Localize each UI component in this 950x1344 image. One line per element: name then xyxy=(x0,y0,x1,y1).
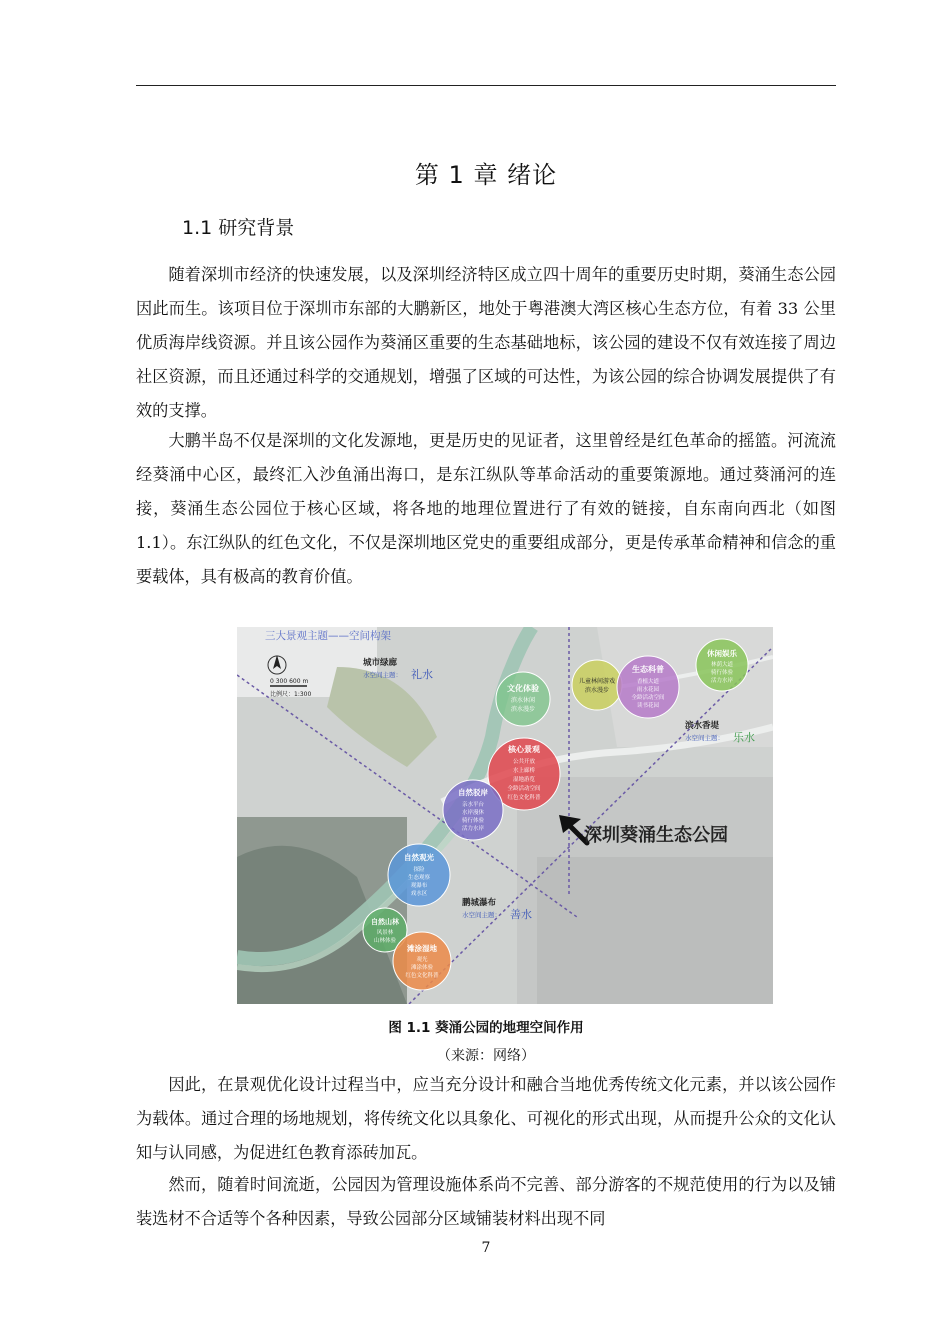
svg-text:红色文化科普: 红色文化科普 xyxy=(405,973,439,979)
zone-circle-culture xyxy=(496,672,550,726)
scale-bar-label: 0 300 600 m xyxy=(270,678,309,685)
svg-text:滨水休闲: 滨水休闲 xyxy=(510,697,536,704)
park-label: 深圳葵涌生态公园 xyxy=(584,825,728,846)
svg-text:文化体验: 文化体验 xyxy=(507,684,539,693)
svg-text:休闲娱乐: 休闲娱乐 xyxy=(707,649,737,658)
zone-theme: 礼水 xyxy=(411,668,433,681)
zone-circle-kids xyxy=(572,660,622,710)
zone-title: 城市绿廊 xyxy=(363,658,398,668)
header-rule xyxy=(136,85,836,86)
svg-text:观瀑布: 观瀑布 xyxy=(410,883,428,889)
zone-title: 滨水香堤 xyxy=(685,721,720,731)
svg-text:风景林: 风景林 xyxy=(376,930,394,936)
svg-text:山林体验: 山林体验 xyxy=(373,938,397,944)
zone-theme: 乐水 xyxy=(733,731,755,744)
zone-sub: 水空间主题： xyxy=(363,671,402,679)
svg-text:公共开放: 公共开放 xyxy=(512,759,536,765)
scale-ratio: 比例尺：1:300 xyxy=(270,691,312,698)
svg-text:红色文化科普: 红色文化科普 xyxy=(507,795,541,801)
svg-text:滩涂湿地: 滩涂湿地 xyxy=(407,944,437,953)
svg-text:全龄活动空间: 全龄活动空间 xyxy=(631,695,665,701)
paragraph-3: 因此，在景观优化设计过程当中，应当充分设计和融合当地优秀传统文化元素，并以该公园作为载体。通过合理的场地规划，将传统文化以具象化、可视化的形式出现，从而提升公众的文化认知与认同感，为促进红色教育添砖加瓦。 xyxy=(136,1075,836,1162)
svg-text:自然观光: 自然观光 xyxy=(404,853,434,862)
svg-text:香植大道: 香植大道 xyxy=(636,679,660,685)
zone-title: 鹏城瀑布 xyxy=(462,898,497,908)
svg-text:骑行体验: 骑行体验 xyxy=(461,818,485,824)
figure-source: （来源：网络） xyxy=(437,1048,535,1064)
svg-text:骑行体验: 骑行体验 xyxy=(710,670,734,676)
svg-text:戏水区: 戏水区 xyxy=(410,891,428,897)
svg-text:生态科普: 生态科普 xyxy=(632,665,664,674)
paragraph-1: 随着深圳市经济的快速发展，以及深圳经济特区成立四十周年的重要历史时期，葵涌生态公园因此而生。该项目位于深圳市东部的大鹏新区，地处于粤港澳大湾区核心生态方位，有着 33 公里优质海岸线资源。并且该公园作为葵涌区重要的生态基础地标，该公园的建设不仅有效连接了周边社区资源，而且还通过科学的交通规划，增强了区域的可达性，为该公园的综合协调发展提供了有效的支撑。 xyxy=(136,265,836,420)
zone-sub: 水空间主题： xyxy=(462,911,501,919)
svg-text:湿地游览: 湿地游览 xyxy=(512,777,536,783)
figure-caption: 图 1.1 葵涌公园的地理空间作用 xyxy=(388,1020,584,1036)
zone-circle-bank xyxy=(443,780,503,840)
zone-sub: 水空间主题： xyxy=(685,734,724,742)
svg-text:自然驳岸: 自然驳岸 xyxy=(458,788,488,797)
svg-text:自然山林: 自然山林 xyxy=(371,918,399,926)
figure-map xyxy=(237,627,773,1004)
zone-circle-ecology xyxy=(617,656,679,718)
svg-text:活力水岸: 活力水岸 xyxy=(710,678,734,684)
svg-text:雨水花园: 雨水花园 xyxy=(636,687,660,693)
svg-text:亲水平台: 亲水平台 xyxy=(461,802,485,808)
zone-circle-wetland xyxy=(393,932,451,990)
svg-text:儿童林间游戏: 儿童林间游戏 xyxy=(578,678,616,685)
svg-text:滨水漫步: 滨水漫步 xyxy=(510,706,536,713)
map-heading: 三大景观主题——空间构架 xyxy=(265,630,391,642)
svg-text:生态观察: 生态观察 xyxy=(407,875,431,881)
svg-text:探险: 探险 xyxy=(413,867,425,873)
zone-circle-sightseeing xyxy=(388,844,450,906)
svg-text:水上廊桥: 水上廊桥 xyxy=(512,768,536,774)
svg-text:读书花园: 读书花园 xyxy=(636,703,660,709)
page-number: 7 xyxy=(481,1240,491,1256)
svg-text:活力水岸: 活力水岸 xyxy=(461,826,485,832)
svg-text:观光: 观光 xyxy=(416,957,428,963)
zone-circle-leisure xyxy=(696,639,748,691)
svg-text:核心景观: 核心景观 xyxy=(508,745,540,754)
paragraph-4: 然而，随着时间流逝，公园因为管理设施体系尚不完善、部分游客的不规范使用的行为以及铺装选材不合适等个各种因素，导致公园部分区域铺装材料出现不同 xyxy=(136,1175,836,1228)
paragraph-2: 大鹏半岛不仅是深圳的文化发源地，更是历史的见证者，这里曾经是红色革命的摇篮。河流流经葵涌中心区，最终汇入沙鱼涌出海口，是东江纵队等革命活动的重要策源地。通过葵涌河的连接，葵涌生态公园位于核心区域，将各地的地理位置进行了有效的链接，自东南向西北（如图 1.1）。东江纵队的红色文化，不仅是深圳地区党史的重要组成部分，更是传承革命精神和信念的重要载体，具有极高的教育价值。 xyxy=(136,431,836,586)
svg-text:水岸漫休: 水岸漫休 xyxy=(461,810,485,816)
chapter-title: 第 1 章 绪论 xyxy=(414,161,558,189)
section-title: 1.1 研究背景 xyxy=(182,217,295,239)
svg-text:滩涂体验: 滩涂体验 xyxy=(410,965,434,971)
svg-text:全龄活动空间: 全龄活动空间 xyxy=(507,786,541,792)
svg-text:林荫大道: 林荫大道 xyxy=(710,662,734,668)
zone-theme: 善水 xyxy=(510,908,532,921)
svg-text:滨水漫步: 滨水漫步 xyxy=(584,687,610,694)
